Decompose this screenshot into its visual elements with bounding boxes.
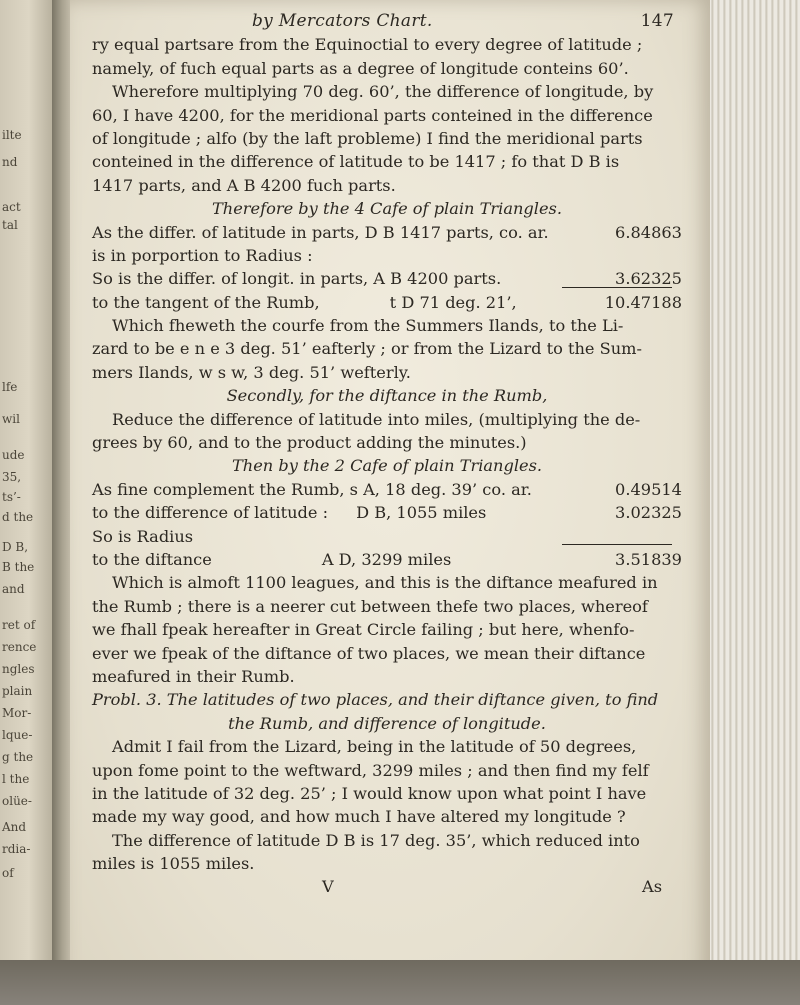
facing-page-fragment: And: [2, 820, 27, 834]
facing-page-fragment: and: [2, 582, 25, 596]
facing-page-fragment: lfe: [2, 380, 18, 394]
log-value: 6.84863: [615, 222, 682, 242]
text-line: is in porportion to Radius :: [92, 245, 313, 265]
text-line: the Rumb ; there is a neerer cut between thefe two places, whereof: [92, 596, 648, 616]
facing-page-fragment: of: [2, 866, 14, 880]
text-line: ever we fpeak of the diftance of two places, we mean their diftance: [92, 643, 646, 663]
log-value: 3.51839: [615, 549, 682, 569]
facing-page-fragment: plain: [2, 684, 33, 698]
facing-page-fragment: Mor-: [2, 706, 32, 720]
section-heading: Then by the 2 Cafe of plain Triangles.: [231, 456, 543, 476]
problem-heading: Probl. 3. The latitudes of two places, and their diftance given, to find: [92, 690, 659, 710]
facing-page-fragment: 35,: [2, 470, 22, 484]
calc-line: to the diftance A D, 3299 miles 3.51839: [92, 548, 682, 571]
log-value: 10.47188: [604, 292, 682, 312]
text-line: meafured in their Rumb.: [92, 666, 295, 686]
running-head: [92, 10, 682, 33]
log-value: 3.62325: [615, 269, 682, 289]
facing-page-fragment: ude: [2, 448, 25, 462]
text-line: made my way good, and how much I have altered my longitude ?: [92, 807, 626, 827]
text-line: Which is almoft 1100 leagues, and this is the diftance meafured in: [112, 573, 658, 593]
background-surface: [0, 960, 800, 1005]
facing-page-edge: [0, 0, 52, 1005]
text-line: Admit I fail from the Lizard, being in the latitude of 50 degrees,: [112, 737, 637, 757]
calc-line: to the tangent of the Rumb, t D 71 deg. 21’, 10.47188: [92, 291, 682, 314]
page-block-edge: [708, 0, 800, 1005]
calc-line: So is the differ. of longit. in parts, A B 4200 parts. 3.62325: [92, 267, 682, 290]
facing-page-fragment: l the: [2, 772, 30, 786]
text-line: upon fome point to the weftward, 3299 miles ; and then find my felf: [92, 760, 649, 780]
signature-line: [92, 875, 682, 898]
text-line: ry equal partsare from the Equinoctial to every degree of latitude ;: [92, 35, 643, 55]
calc-line: As the differ. of latitude in parts, D B 1417 parts, co. ar. 6.84863: [92, 221, 682, 244]
facing-page-fragment: wil: [2, 412, 20, 426]
catchword: As: [642, 877, 662, 897]
facing-page-fragment: B the: [2, 560, 35, 574]
facing-page-fragment: ilte: [2, 128, 22, 142]
facing-page-fragment: tal: [2, 218, 18, 232]
text-line: mers Ilands, w s w, 3 deg. 51’ wefterly.: [92, 362, 411, 382]
facing-page-fragment: D B,: [2, 540, 29, 554]
facing-page-fragment: lque-: [2, 728, 33, 742]
facing-page-fragment: olüe-: [2, 794, 32, 808]
text-line: namely, of fuch equal parts as a degree of longitude conteins 60’.: [92, 58, 629, 78]
text-line: conteined in the difference of latitude to be 1417 ; fo that D B is: [92, 152, 620, 172]
log-value: 0.49514: [615, 479, 682, 499]
facing-page-fragment: g the: [2, 750, 34, 764]
facing-page-fragment: rence: [2, 640, 37, 654]
facing-page-fragment: rdia-: [2, 842, 31, 856]
page-number: 147: [640, 11, 674, 31]
text-line: we fhall fpeak hereafter in Great Circle failing ; but here, whenfo-: [92, 620, 635, 640]
facing-page-fragment: ts’-: [2, 490, 21, 504]
text-line: Reduce the difference of latitude into miles, (multiplying the de-: [112, 409, 641, 429]
text-line: of longitude ; alfo (by the laft probleme) I find the meridional parts: [92, 128, 643, 148]
text-line: grees by 60, and to the product adding the minutes.): [92, 433, 527, 453]
sum-rule: [562, 544, 672, 545]
book-page: [70, 0, 710, 1005]
text-line: 60, I have 4200, for the meridional parts conteined in the difference: [92, 105, 653, 125]
calc-line: to the difference of latitude : D B, 1055 miles 3.02325: [92, 501, 682, 524]
text-line: zard to be e n e 3 deg. 51’ eafterly ; or from the Lizard to the Sum-: [92, 339, 642, 359]
problem-heading: the Rumb, and difference of longitude.: [228, 713, 546, 733]
text-line: 1417 parts, and A B 4200 fuch parts.: [92, 175, 396, 195]
text-line: Wherefore multiplying 70 deg. 60’, the difference of longitude, by: [112, 82, 654, 102]
text-line: Which fheweth the courfe from the Summers Ilands, to the Li-: [112, 316, 624, 336]
section-heading: Secondly, for the diftance in the Rumb,: [226, 386, 548, 406]
page-text: [92, 10, 682, 899]
section-heading: Therefore by the 4 Cafe of plain Triangles.: [211, 199, 562, 219]
calc-line: As fine complement the Rumb, s A, 18 deg. 39’ co. ar. 0.49514: [92, 478, 682, 501]
text-line: The difference of latitude D B is 17 deg. 35’, which reduced into: [112, 830, 640, 850]
facing-page-fragment: d the: [2, 510, 34, 524]
signature-mark: V: [322, 877, 334, 897]
log-value: 3.02325: [615, 503, 682, 523]
text-line: miles is 1055 miles.: [92, 854, 255, 874]
facing-page-fragment: ngles: [2, 662, 35, 676]
text-line: So is Radius: [92, 526, 194, 546]
facing-page-fragment: nd: [2, 155, 18, 169]
facing-page-fragment: ret of: [2, 618, 36, 632]
running-head-title: by Mercators Chart.: [252, 11, 433, 31]
facing-page-fragment: act: [2, 200, 21, 214]
text-line: in the latitude of 32 deg. 25’ ; I would know upon what point I have: [92, 783, 647, 803]
